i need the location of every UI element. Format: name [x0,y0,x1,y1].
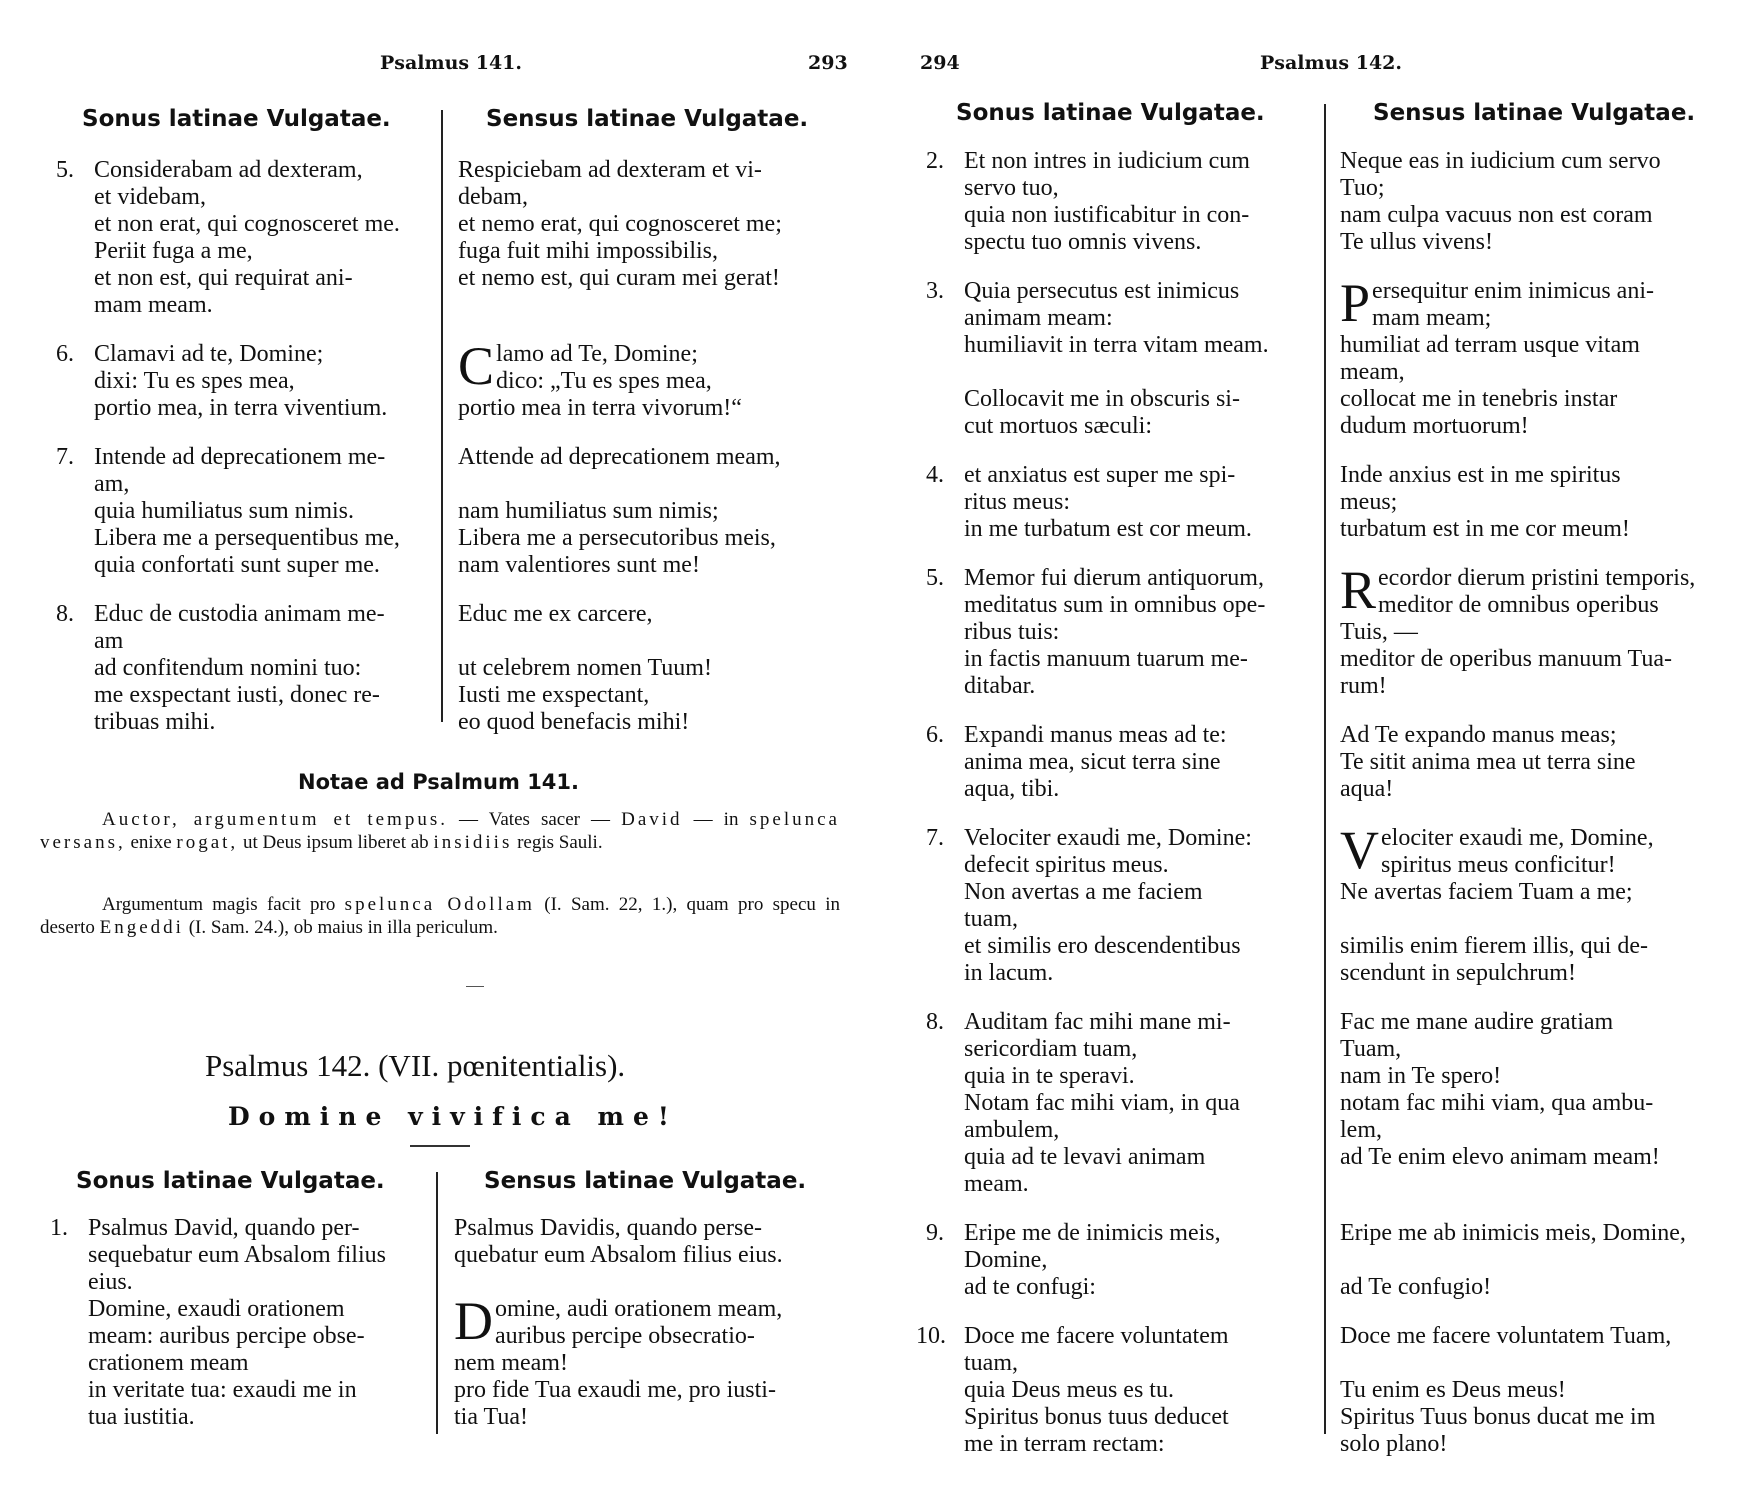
text-line: eius. [88,1269,133,1295]
text-line: ecordor dierum pristini temporis, [1378,565,1696,591]
text-line: et non est, qui requirat ani- [94,265,353,291]
text-line: Expandi manus meas ad te: [964,722,1227,748]
verse-number: 6. [56,341,74,367]
text-line: Psalmus Davidis, quando perse- [454,1215,762,1241]
text-line: me exspectant iusti, donec re- [94,682,380,708]
text-line: Fac me mane audire gratiam [1340,1009,1614,1035]
text-line: lamo ad Te, Domine; [496,341,698,367]
text-line: animam meam: [964,305,1113,331]
verse-number: 5. [56,157,74,183]
note-text: enixe [125,832,177,853]
text-line: meam, [1340,359,1405,385]
text-line: mam meam. [94,292,213,318]
verse-3-latin [926,278,1320,440]
text-line: me in terram rectam: [964,1431,1165,1457]
text-line: et non erat, qui cognosceret me. [94,211,400,237]
text-line: Doce me facere voluntatem Tuam, [1340,1323,1672,1349]
text-line: sericordiam tuam, [964,1036,1138,1062]
verse-5-latin [926,565,1320,700]
text-line: collocat me in tenebris instar [1340,386,1618,412]
note-paragraph-2 [40,893,840,939]
sense-column [454,1215,854,1453]
text-line: cut mortuos sæculi: [964,413,1152,439]
text-line: Non avertas a me faciem [964,879,1203,905]
note-text: regis Sauli. [512,832,603,853]
text-line: Iusti me exspectant, [458,682,650,708]
text-line: Tuam, [1340,1036,1402,1062]
note-text: spelunca versans, [40,809,840,853]
text-line: Spiritus Tuus bonus ducat me im [1340,1404,1656,1430]
verse-number: 1. [50,1215,68,1241]
text-line: Educ de custodia animam me- [94,601,385,627]
column-header-latin: Sonus latinae Vulgatae. [76,1168,385,1194]
latin-column [50,1215,432,1453]
text-line: nam culpa vacuus non est coram [1340,202,1653,228]
page-number: 294 [920,52,960,74]
text-line: am, [94,471,130,497]
text-line: et nemo erat, qui cognosceret me; [458,211,782,237]
column-header-sense: Sensus latinae Vulgatae. [1373,100,1696,126]
note-text: — in [682,809,750,830]
text-line: turbatum est in me cor meum! [1340,516,1630,542]
verse-9-sense [1340,1220,1750,1301]
text-line: portio mea, in terra viventium. [94,395,388,421]
text-line: Tuo; [1340,175,1385,201]
text-line: Memor fui dierum antiquorum, [964,565,1264,591]
text-line: crationem meam [88,1350,249,1376]
text-line: lem, [1340,1117,1382,1143]
column-header-sense: Sensus latinae Vulgatae. [486,106,809,132]
drop-cap: V [1340,820,1379,880]
text-line: nam humiliatus sum nimis; [458,498,719,524]
verse-number: 7. [926,825,944,851]
text-line: rum! [1340,673,1387,699]
text-line: Te sitit anima mea ut terra sine [1340,749,1636,775]
text-line: in me turbatum est cor meum. [964,516,1252,542]
text-line: quia humiliatus sum nimis. [94,498,355,524]
text-line: Inde anxius est in me spiritus [1340,462,1621,488]
psalm-subtitle: Domine vivifica me! [228,1102,678,1131]
verse-6-latin [926,722,1320,803]
column-header-sense: Sensus latinae Vulgatae. [484,1168,807,1194]
text-line: Doce me facere voluntatem [964,1323,1229,1349]
text-line: quebatur eum Absalom filius eius. [454,1242,783,1268]
title-rule [410,1145,470,1147]
verse-2-sense [1340,148,1750,256]
verse-6-sense [458,336,858,422]
text-line: Psalmus David, quando per- [88,1215,360,1241]
text-line: notam fac mihi viam, qua ambu- [1340,1090,1654,1116]
text-line: Eripe me de inimicis meis, [964,1220,1221,1246]
verse-number: 5. [926,565,944,591]
text-line: pro fide Tua exaudi me, pro iusti- [454,1377,776,1403]
text-line: dixi: Tu es spes mea, [94,368,295,394]
text-line: ribus tuis: [964,619,1060,645]
sense-column [458,157,858,758]
text-line: et nemo est, qui curam mei gerat! [458,265,780,291]
text-line: Domine, exaudi orationem [88,1296,345,1322]
verse-1-latin [50,1215,432,1431]
verse-8-latin [926,1009,1320,1198]
column-divider [1324,104,1326,1434]
text-line: elociter exaudi me, Domine, [1381,825,1654,851]
text-line: Clamavi ad te, Domine; [94,341,324,367]
verse-5-latin [56,157,436,319]
note-text: insidiis [433,832,513,853]
verse-2-latin [926,148,1320,256]
verse-number: 3. [926,278,944,304]
page-number: 293 [808,52,848,74]
text-line: Libera me a persecutoribus meis, [458,525,776,551]
text-line: in lacum. [964,960,1054,986]
text-line: tuam, [964,1350,1018,1376]
text-line: aqua, tibi. [964,776,1060,802]
verse-6-latin [56,341,436,422]
text-line: solo plano! [1340,1431,1448,1457]
text-line: Te ullus vivens! [1340,229,1493,255]
verse-number: 8. [926,1009,944,1035]
text-line: ad Te enim elevo animam meam! [1340,1144,1660,1170]
text-line: Domine, [964,1247,1048,1273]
text-line: Educ me ex carcere, [458,601,653,627]
text-line: meditor de operibus manuum Tua- [1340,646,1672,672]
text-line: Eripe me ab inimicis meis, Domine, [1340,1220,1686,1246]
verse-9-latin [926,1220,1320,1301]
text-line: nam in Te spero! [1340,1063,1502,1089]
verse-6-sense [1340,722,1750,803]
drop-cap: C [458,336,495,396]
ornament-rule [466,986,484,987]
text-line: Notam fac mihi viam, in qua [964,1090,1240,1116]
text-line: quia confortati sunt super me. [94,552,380,578]
text-line: sequebatur eum Absalom filius [88,1242,386,1268]
text-line: dudum mortuorum! [1340,413,1529,439]
verse-number: 2. [926,148,944,174]
text-line: humiliavit in terra vitam meam. [964,332,1269,358]
text-line: spiritus meus conficitur! [1381,852,1616,878]
text-line: Neque eas in iudicium cum servo [1340,148,1661,174]
psalm-title: Psalmus 142. (VII. pœnitentialis). [205,1048,626,1083]
text-line: meus; [1340,489,1398,515]
verse-7-sense [1340,820,1750,987]
note-text: Argumentum magis facit pro [102,894,345,915]
text-line: Collocavit me in obscuris si- [964,386,1240,412]
verse-number: 9. [926,1220,944,1246]
verse-8-sense [458,601,858,736]
text-line: aqua! [1340,776,1394,802]
text-line: portio mea in terra vivorum!“ [458,395,742,421]
text-line: nem meam! [454,1350,568,1376]
verse-4-latin [926,462,1320,543]
text-line: ditabar. [964,673,1036,699]
text-line: ad Te confugio! [1340,1274,1492,1300]
text-line: Periit fuga a me, [94,238,253,264]
note-text: spelunca Odollam [344,894,535,915]
note-text: Auctor, argumentum et tempus. [102,809,448,830]
text-line: omine, audi orationem meam, [495,1296,783,1322]
verse-number: 6. [926,722,944,748]
text-line: spectu tuo omnis vivens. [964,229,1202,255]
verse-5-sense [458,157,858,319]
verse-7-latin [56,444,436,579]
text-line: similis enim fierem illis, qui de- [1340,933,1648,959]
text-line: Velociter exaudi me, Domine: [964,825,1252,851]
column-header-latin: Sonus latinae Vulgatae. [82,106,391,132]
verse-8-latin [56,601,436,736]
running-title: Psalmus 141. [380,52,523,74]
text-line: am [94,628,124,654]
text-line: anima mea, sicut terra sine [964,749,1221,775]
note-text: (I. Sam. 24.), ob maius in illa periculum. [183,917,498,938]
note-text: David [621,809,683,830]
latin-column [916,148,1320,1480]
text-line: defecit spiritus meus. [964,852,1169,878]
verse-number: 7. [56,444,74,470]
text-line: et similis ero descendentibus [964,933,1241,959]
latin-column [56,157,436,758]
text-line: Ad Te expando manus meas; [1340,722,1617,748]
text-line: Et non intres in iudicium cum [964,148,1250,174]
note-text: Engeddi [99,917,184,938]
note-text: — Vates sacer — [447,809,622,830]
drop-cap: R [1340,560,1377,620]
verse-8-sense [1340,1009,1750,1198]
text-line: auribus percipe obsecratio- [495,1323,755,1349]
text-line: tia Tua! [454,1404,529,1430]
note-text: rogat, [176,832,239,853]
sense-column [1340,148,1750,1480]
text-line: quia in te speravi. [964,1063,1135,1089]
text-line: Spiritus bonus tuus deducet [964,1404,1229,1430]
right-page [900,0,1760,1500]
verse-7-latin [926,825,1320,987]
text-line: ut celebrem nomen Tuum! [458,655,712,681]
text-line: ersequitur enim inimicus ani- [1372,278,1654,304]
verse-4-sense [1340,462,1750,543]
text-line: Ne avertas faciem Tuam a me; [1340,879,1633,905]
verse-3-sense [1340,273,1750,440]
text-line: quia ad te levavi animam [964,1144,1206,1170]
text-line: Respiciebam ad dexteram et vi- [458,157,762,183]
text-line: Auditam fac mihi mane mi- [964,1009,1231,1035]
text-line: in veritate tua: exaudi me in [88,1377,357,1403]
text-line: Tuis, — [1340,619,1418,645]
running-title: Psalmus 142. [1260,52,1403,74]
text-line: servo tuo, [964,175,1059,201]
text-line: Considerabam ad dexteram, [94,157,363,183]
text-line: scendunt in sepulchrum! [1340,960,1576,986]
text-line: debam, [458,184,528,210]
text-line: meditatus sum in omnibus ope- [964,592,1266,618]
text-line: Libera me a persequentibus me, [94,525,400,551]
text-line: meditor de omnibus operibus [1378,592,1659,618]
text-line: tribuas mihi. [94,709,216,735]
verse-number: 4. [926,462,944,488]
note-text: ut Deus ipsum liberet ab [238,832,434,853]
text-line: Quia persecutus est inimicus [964,278,1240,304]
text-line: et anxiatus est super me spi- [964,462,1236,488]
verse-10-latin [916,1323,1320,1458]
text-line: dico: „Tu es spes mea, [496,368,712,394]
text-line: Intende ad deprecationem me- [94,444,386,470]
verse-5-sense [1340,560,1750,700]
verse-number: 10. [916,1323,946,1349]
verse-1-sense [454,1215,854,1431]
note-paragraph-1 [40,808,840,854]
drop-cap: P [1340,273,1371,333]
text-line: ritus meus: [964,489,1070,515]
column-divider [436,1172,438,1434]
verse-number: 8. [56,601,74,627]
text-line: Attende ad deprecationem meam, [458,444,781,470]
text-line: quia non iustificabitur in con- [964,202,1250,228]
text-line: tua iustitia. [88,1404,195,1430]
drop-cap: D [454,1291,493,1351]
text-line: mam meam; [1372,305,1492,331]
text-line: fuga fuit mihi impossibilis, [458,238,719,264]
column-header-latin: Sonus latinae Vulgatae. [956,100,1265,126]
verse-10-sense [1340,1323,1750,1458]
notes-title: Notae ad Psalmum 141. [298,770,580,794]
text-line: meam. [964,1171,1029,1197]
text-line: ambulem, [964,1117,1060,1143]
text-line: eo quod benefacis mihi! [458,709,690,735]
text-line: ad confitendum nomini tuo: [94,655,362,681]
verse-7-sense [458,444,858,579]
column-divider [441,110,443,722]
text-line: in factis manuum tuarum me- [964,646,1248,672]
text-line: quia Deus meus es tu. [964,1377,1174,1403]
text-line: meam: auribus percipe obse- [88,1323,365,1349]
text-line: tuam, [964,906,1018,932]
text-line: et videbam, [94,184,206,210]
note-text: (I. Sam. 22, 1.), quam pro specu in deserto [40,894,841,938]
text-line: Tu enim es Deus meus! [1340,1377,1566,1403]
text-line: humiliat ad terram usque vitam [1340,332,1640,358]
text-line: ad te confugi: [964,1274,1096,1300]
text-line: nam valentiores sunt me! [458,552,700,578]
